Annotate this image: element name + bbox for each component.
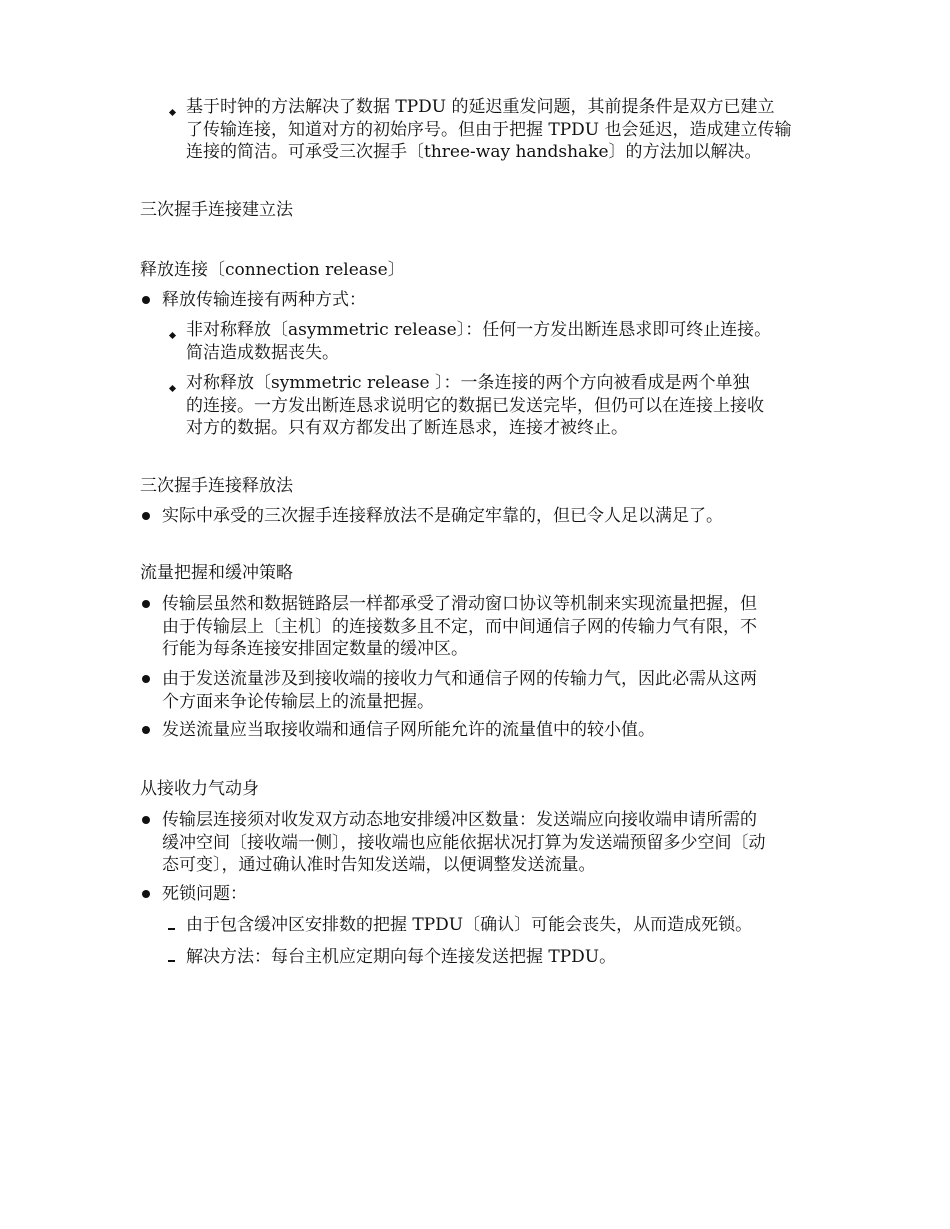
list-item-text: 释放传输连接有两种方式： <box>162 290 366 310</box>
bullet-diamond-icon <box>169 332 176 339</box>
bullet-dot-icon <box>142 296 150 304</box>
list-item-text: 态可变〕，通过确认准时告知发送端，以便调整发送流量。 <box>162 855 596 875</box>
list-item-text: 的连接。一方发出断连恳求说明它的数据已发送完毕，但仍可以在连接上接收 <box>186 395 764 416</box>
section-heading: 三次握手连接释放法 <box>140 476 293 496</box>
bullet-dot-icon <box>142 726 150 734</box>
list-item-text: 非对称释放〔asymmetric release〕：任何一方发出断连恳求即可终止连接。 <box>186 320 772 340</box>
bullet-diamond-icon <box>169 385 176 392</box>
bullet-dot-icon <box>142 890 150 898</box>
list-item-text: 简洁造成数据丧失。 <box>186 342 339 363</box>
bullet-diamond-icon <box>169 109 176 116</box>
bullet-dot-icon <box>142 512 150 520</box>
list-item-text: 传输层虽然和数据链路层一样都承受了滑动窗口协议等机制来实现流量把握，但 <box>162 594 757 614</box>
list-item-text: 基于时钟的方法解决了数据 TPDU 的延迟重发问题，其前提条件是双方已建立 <box>186 97 775 117</box>
list-item-text: 由于传输层上〔主机〕的连接数多且不定，而中间通信子网的传输力气有限，不 <box>162 616 757 637</box>
section-heading: 流量把握和缓冲策略 <box>140 563 293 583</box>
list-item-text: 解决方法：每台主机应定期向每个连接发送把握 TPDU。 <box>186 947 617 967</box>
list-item-text: 对方的数据。只有双方都发出了断连恳求，连接才被终止。 <box>186 418 628 438</box>
list-item-text: 缓冲空间〔接收端一侧〕，接收端也应能依据状况打算为发送端预留多少空间〔动 <box>162 832 766 853</box>
section-heading: 从接收力气动身 <box>140 779 259 799</box>
bullet-dot-icon <box>142 675 150 683</box>
bullet-dot-icon <box>142 600 150 608</box>
bullet-dot-icon <box>142 816 150 824</box>
section-heading: 三次握手连接建立法 <box>140 200 293 220</box>
list-item-text: 行能为每条连接安排固定数量的缓冲区。 <box>162 639 468 659</box>
list-item-text: 死锁问题： <box>162 884 247 904</box>
section-heading: 释放连接〔connection release〕 <box>140 260 405 280</box>
list-item-text: 由于发送流量涉及到接收端的接收力气和通信子网的传输力气，因此必需从这两 <box>162 669 757 689</box>
list-item-text: 发送流量应当取接收端和通信子网所能允许的流量值中的较小值。 <box>162 720 655 740</box>
list-item-text: 个方面来争论传输层上的流量把握。 <box>162 691 434 712</box>
list-item-text: 实际中承受的三次握手连接释放法不是确定牢靠的，但已令人足以满足了。 <box>162 506 723 526</box>
list-item-text: 连接的简洁。可承受三次握手〔three-way handshake〕的方法加以解决。 <box>186 142 762 162</box>
list-item-text: 了传输连接，知道对方的初始序号。但由于把握 TPDU 也会延迟，造成建立传输 <box>186 119 792 140</box>
list-item-text: 传输层连接须对收发双方动态地安排缓冲区数量：发送端应向接收端申请所需的 <box>162 810 757 830</box>
list-item-text: 由于包含缓冲区安排数的把握 TPDU〔确认〕可能会丧失，从而造成死锁。 <box>186 915 753 935</box>
list-item-text: 对称释放〔symmetric release 〕：一条连接的两个方向被看成是两个单独 <box>186 373 750 393</box>
bullet-dash-icon <box>168 928 175 930</box>
bullet-dash-icon <box>168 960 175 962</box>
